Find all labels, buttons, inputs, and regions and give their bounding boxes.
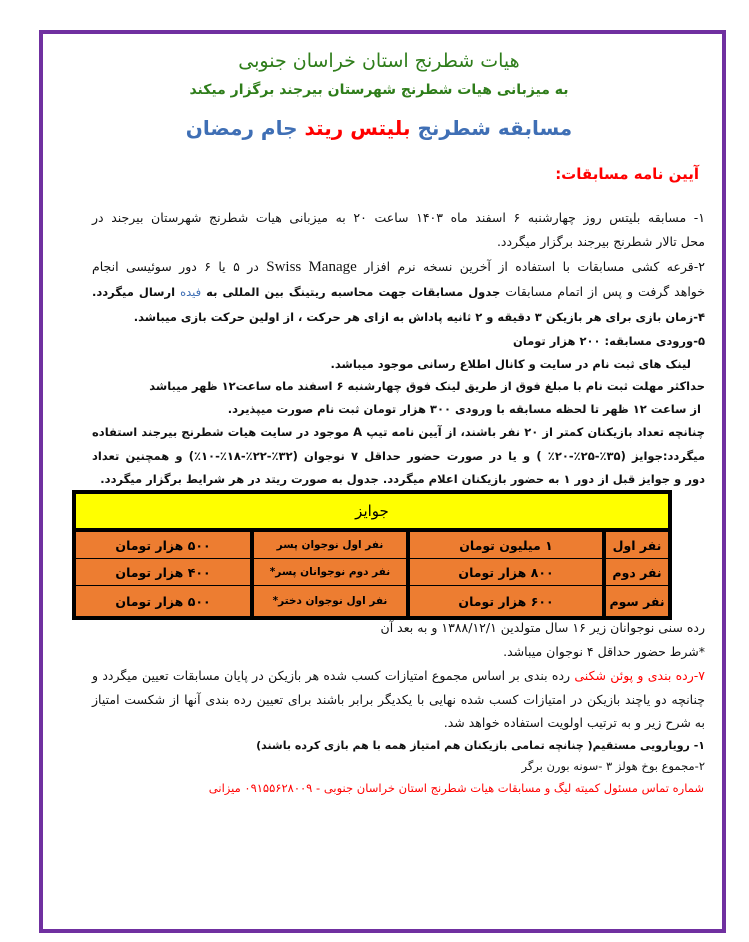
place-cell: نفر دوم: [602, 558, 668, 585]
fide-link[interactable]: فیده: [180, 285, 202, 299]
rule-7-line-2: چنانچه دو یاچند بازیکن در امتیازات کسب شده نهایی با یکدیگر برابر باشند برای تعیین رده بندی آنها از شکست امتیاز: [92, 692, 705, 707]
table-row: [76, 531, 668, 558]
youth-amount-cell: ۴۰۰ هزار تومان: [76, 558, 250, 585]
subtitle: به میزبانی هیات شطرنج شهرستان بیرجند برگزار میکند: [189, 82, 569, 98]
youth-label-cell: نفر دوم نوجوانان پسر*: [250, 558, 406, 585]
rule-6-line-2: میگردد:جوایز (۳۵٪-۲۵٪-۲۰٪ ) و یا در صورت حضور حداقل ۷ نوجوان (۳۲٪-۲۲٪-۱۸٪-۱۰٪) و همچنین تعداد: [92, 449, 705, 463]
rule-7-line-1: [92, 666, 705, 686]
rule-1-line-1: ۱- مسابقه بلیتس روز چهارشنبه ۶ اسفند ماه ۱۴۰۳ ساعت ۲۰ به میزبانی هیات شطرنج شهرستان بیرجند در: [92, 210, 706, 225]
prizes-table: [72, 490, 672, 620]
rule-4: ۴-زمان بازی برای هر بازیکن ۳ دقیقه و ۲ ثانیه پاداش به ازای هر حرکت ، از اولین حرکت بازی میباشد.: [133, 310, 705, 324]
rule-5-fee: ۵-ورودی مسابقه: ۲۰۰ هزار تومان: [512, 334, 705, 348]
amount-cell: ۱ میلیون تومان: [406, 531, 602, 558]
rule-7-line-3: به شرح زیر و به ترتیب اولویت استفاده خواهد شد.: [443, 715, 705, 730]
rule-2-text-b: در ۵ یا ۶ دور سوئیسی انجام: [92, 259, 259, 274]
rule-2-text-e: ارسال میگردد.: [92, 285, 176, 299]
place-cell: نفر اول: [602, 531, 668, 558]
rule-5-links: لینک های ثبت نام در سایت و کانال اطلاع رسانی موجود میباشد.: [330, 357, 691, 371]
rule-2-text-c: خواهد گرفت و پس از اتمام مسابقات: [505, 284, 705, 299]
rule-7-heading: ۷-رده بندی و پوئن شکنی: [574, 668, 705, 683]
software-name: Swiss Manage: [266, 259, 357, 275]
youth-amount-cell: ۵۰۰ هزار تومان: [76, 531, 250, 558]
youth-amount-cell: ۵۰۰ هزار تومان: [76, 585, 250, 616]
rule-2-text-a: ۲-قرعه کشی مسابقات با استفاده از آخرین نسخه نرم افزار: [364, 259, 705, 274]
event-title-part1: مسابقه شطرنج: [417, 116, 573, 140]
event-title-part2: بلیتس ریتد: [304, 116, 411, 140]
event-title-part3: جام رمضان: [185, 116, 298, 140]
amount-cell: ۸۰۰ هزار تومان: [406, 558, 602, 585]
contact-info: شماره تماس مسئول کمیته لیگ و مسابقات هیات شطرنج استان خراسان جنوبی - ۰۹۱۵۵۶۲۸۰۰۹ میزانی: [208, 781, 704, 795]
youth-label-cell: نفر اول نوجوان پسر: [250, 531, 406, 558]
tiebreak-2-3: ۲-مجموع بوخ هولز ۳ -سونه بورن برگر: [521, 759, 705, 773]
rule-2-text-d: جدول مسابقات جهت محاسبه ریتینگ بین المللی به: [206, 285, 501, 299]
rule-5-late: از ساعت ۱۲ ظهر تا لحظه مسابقه با ورودی ۳۰۰ هزار تومان ثبت نام صورت میپذیرد.: [227, 402, 701, 416]
rule-6-line-3: دور و جوایز قبل از دور ۱ به حضور بازیکنان اعلام میگردد. جدول به صورت ریتد در هر شرایط برگزار میگردد.: [100, 472, 705, 486]
rule-1-line-2: محل تالار شطرنج بیرجند برگزار میگردد.: [496, 234, 705, 249]
rules-heading: آیین نامه مسابقات:: [555, 165, 699, 183]
org-title: هیات شطرنج استان خراسان جنوبی: [238, 50, 520, 72]
table-row: [76, 585, 668, 616]
rule-2-line-1: [92, 257, 705, 277]
prizes-title: جوایز: [76, 494, 668, 531]
table-row: [76, 558, 668, 585]
rule-7-text: رده بندی بر اساس مجموع امتیازات کسب شده هر بازیکن در پایان مسابقات تعیین میگردد و: [92, 668, 571, 683]
youth-condition: *شرط حضور حداقل ۴ نوجوان میباشد.: [503, 644, 705, 659]
rule-2-line-2: [92, 282, 705, 302]
age-category: رده سنی نوجوانان زیر ۱۶ سال متولدین ۱۳۸۸/۱۲/۱ و به بعد آن: [380, 620, 705, 635]
rule-6-line-1: چنانچه تعداد بازیکنان کمتر از ۲۰ نفر باشند، از آیین نامه تیپ A موجود در سایت هیات شطرنج بیرجند استفاده: [92, 425, 706, 439]
tiebreak-1: ۱- رویارویی مستقیم( چنانچه تمامی بازیکنان هم امتیاز همه با هم بازی کرده باشند): [256, 739, 705, 752]
place-cell: نفر سوم: [602, 585, 668, 616]
event-title: [40, 114, 718, 142]
amount-cell: ۶۰۰ هزار تومان: [406, 585, 602, 616]
youth-label-cell: نفر اول نوجوان دختر*: [250, 585, 406, 616]
rule-5-deadline: حداکثر مهلت ثبت نام با مبلغ فوق از طریق لینک فوق چهارشنبه ۶ اسفند ماه ساعت۱۲ ظهر میباشد: [149, 379, 705, 393]
